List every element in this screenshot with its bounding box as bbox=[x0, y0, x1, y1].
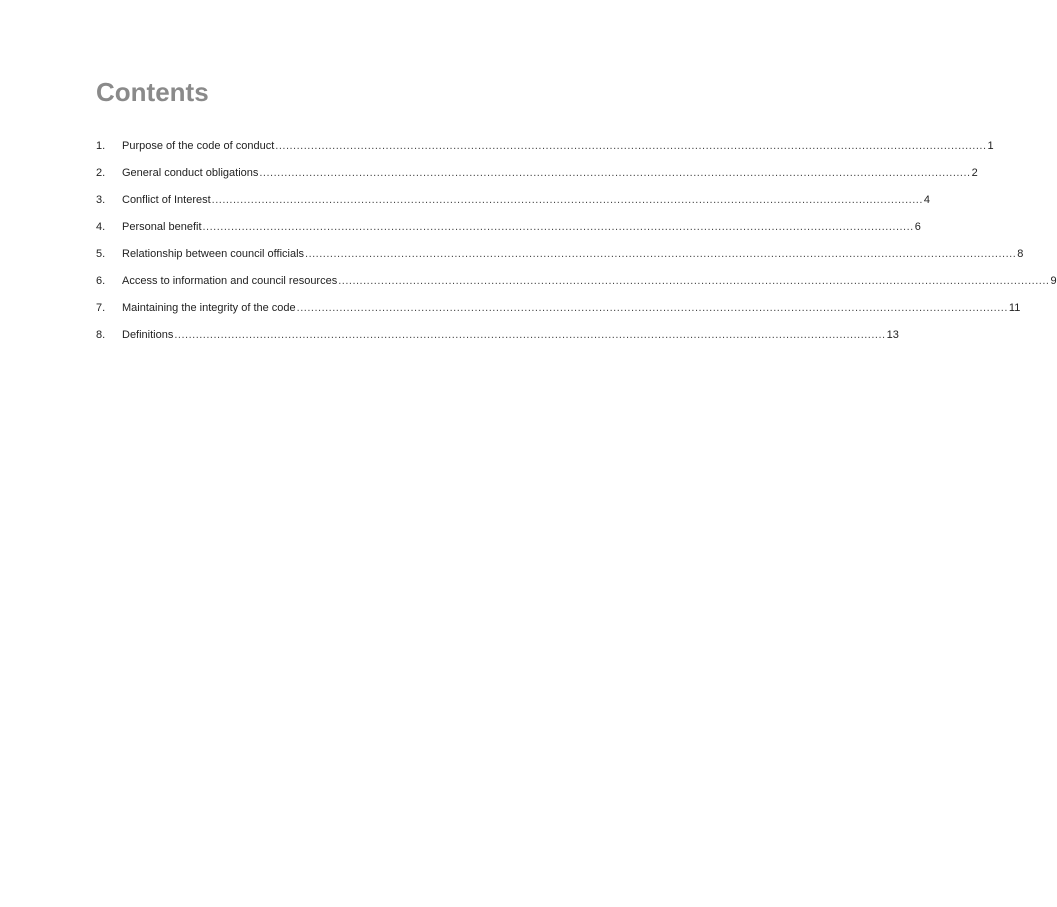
toc-entry-link[interactable]: Definitions bbox=[122, 329, 174, 341]
dot-leader: ........................................................................................................................................................................................................ bbox=[259, 167, 971, 179]
toc-entry-number: 4. bbox=[96, 221, 106, 233]
toc-entry[interactable] bbox=[96, 244, 1024, 271]
toc-entry-number: 6. bbox=[96, 275, 106, 287]
toc-entry-link[interactable]: Purpose of the code of conduct bbox=[122, 140, 275, 152]
toc-entry-page-number: 1 bbox=[987, 140, 994, 152]
dot-leader: ........................................................................................................................................................................................................ bbox=[211, 194, 923, 206]
toc-entry[interactable] bbox=[96, 136, 994, 163]
dot-leader: ........................................................................................................................................................................................................ bbox=[296, 302, 1008, 314]
dot-leader: ........................................................................................................................................................................................................ bbox=[174, 329, 886, 341]
toc-entry-page-number: 4 bbox=[923, 194, 931, 206]
toc-entry-page-number: 11 bbox=[1008, 302, 1021, 314]
contents-heading: Contents bbox=[96, 77, 209, 107]
toc-entry-number: 3. bbox=[96, 194, 106, 206]
toc-entry-page-number: 8 bbox=[1017, 248, 1024, 260]
toc-entry-number: 7. bbox=[96, 302, 106, 314]
toc-entry-number: 1. bbox=[96, 140, 106, 152]
toc-entry[interactable] bbox=[96, 271, 1057, 298]
toc-entry-number: 2. bbox=[96, 167, 106, 179]
toc-entry-number: 8. bbox=[96, 329, 106, 341]
toc-entry[interactable] bbox=[96, 217, 921, 244]
toc-entry[interactable] bbox=[96, 298, 1021, 325]
toc-entry[interactable] bbox=[96, 325, 899, 352]
dot-leader: ........................................................................................................................................................................................................ bbox=[275, 140, 987, 152]
toc-entry-page-number: 6 bbox=[914, 221, 921, 233]
dot-leader: ........................................................................................................................................................................................................ bbox=[338, 275, 1050, 287]
toc-entry-link[interactable]: General conduct obligations bbox=[122, 167, 259, 179]
toc-entry-page-number: 2 bbox=[971, 167, 978, 179]
toc-entry[interactable] bbox=[96, 190, 931, 217]
toc-entry-link[interactable]: Access to information and council resources bbox=[122, 275, 338, 287]
dot-leader: ........................................................................................................................................................................................................ bbox=[202, 221, 914, 233]
toc-entry-link[interactable]: Conflict of Interest bbox=[122, 194, 211, 206]
toc-entry-link[interactable]: Relationship between council officials bbox=[122, 248, 305, 260]
toc-entry-link[interactable]: Maintaining the integrity of the code bbox=[122, 302, 296, 314]
toc-entry-page-number: 9 bbox=[1050, 275, 1057, 287]
toc-entry[interactable] bbox=[96, 163, 978, 190]
toc-entry-number: 5. bbox=[96, 248, 106, 260]
table-of-contents bbox=[96, 136, 1057, 352]
toc-entry-link[interactable]: Personal benefit bbox=[122, 221, 202, 233]
dot-leader: ........................................................................................................................................................................................................ bbox=[305, 248, 1017, 260]
toc-entry-page-number: 13 bbox=[886, 329, 899, 341]
